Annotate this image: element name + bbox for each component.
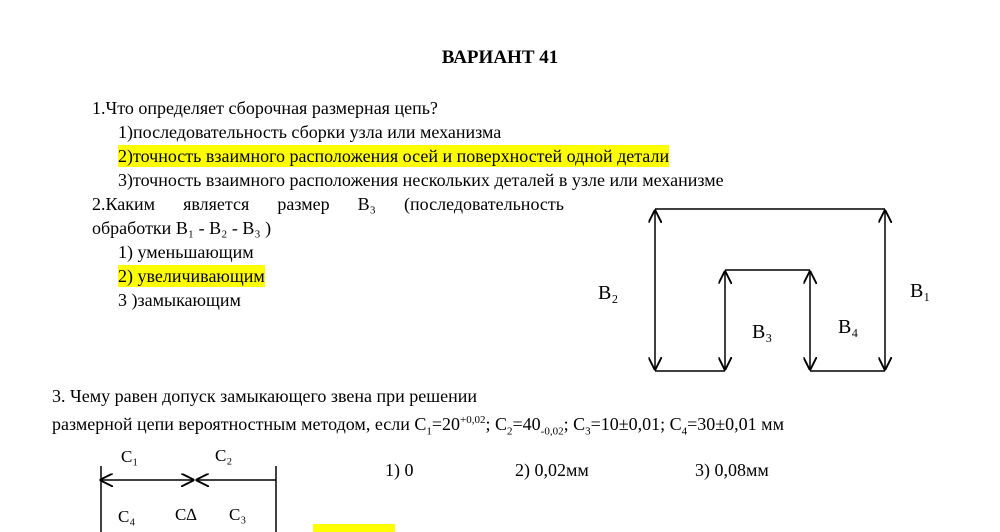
q2-option-1: 1) уменьшающим	[118, 242, 254, 262]
q2-word: (последовательность	[404, 194, 564, 214]
label-c4: С₄	[118, 507, 136, 526]
label-b2: В₂	[598, 282, 619, 304]
label-c3: С₃	[229, 505, 247, 524]
q3-question-line2: размерной цепи вероятностным методом, если $С_1=20^{+0,02}$; $С_2=40_{-0,02}$; $С_3=10\pm 0,01$; $С_4=30\pm 0,01$ мм	[52, 414, 784, 438]
label-c1: С₁	[121, 447, 139, 466]
label-c2: С₂	[215, 446, 233, 465]
q1-question: 1.Что определяет сборочная размерная цепь?	[92, 98, 438, 118]
q1-option-3: 3)точность взаимного расположения нескольких деталей в узле или механизме	[118, 170, 724, 190]
label-b3: В₃	[752, 321, 773, 343]
q2-word: является	[183, 194, 250, 214]
label-b1: В₁	[910, 280, 931, 302]
q2-word: 2.Каким	[92, 194, 156, 214]
q2-option-2-highlighted: 2) увеличивающим	[118, 266, 265, 286]
q2-option-3: 3 )замыкающим	[118, 290, 241, 310]
q3-answer-1: 1) 0	[385, 460, 414, 480]
label-b4: В₄	[838, 316, 859, 338]
q3-question-line1: 3. Чему равен допуск замыкающего звена при решении	[52, 386, 478, 406]
q3-answer-2: 2) 0,02мм	[515, 460, 589, 480]
q2-question-line2: обработки В₁ - В₂ - В₃ )	[92, 218, 272, 238]
label-c-delta: С∆	[175, 505, 197, 524]
q2-word: В₃	[357, 194, 376, 214]
highlighted-answer-partial	[313, 524, 395, 532]
q3-answer-3: 3) 0,08мм	[695, 460, 769, 480]
page-title: ВАРИАНТ 41	[441, 47, 559, 68]
q1-option-1: 1)последовательность сборки узла или механизма	[118, 122, 502, 142]
q2-word: размер	[277, 194, 330, 214]
q1-option-2-highlighted: 2)точность взаимного расположения осей и поверхностей одной детали	[118, 146, 670, 166]
